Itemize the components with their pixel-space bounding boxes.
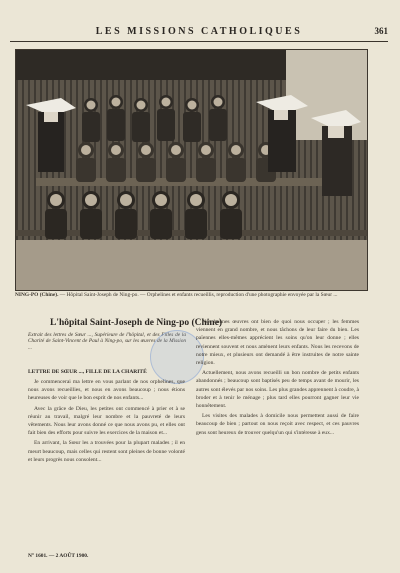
right-paragraph: Actuellement, nous avons recueilli un bon nombre de petits enfants abandonnés ; beaucoup sont baptisés peu de temps avant de mourir, les autres sont élevés par nos soins. Les plus grandes apprennent à coudre, à broder et à tenir le ménage ; plus tard elles pourront gagner leur vie honnêtement. xyxy=(196,370,359,410)
issue-footer: N° 1601. — 2 AOÛT 1900. xyxy=(28,553,89,559)
running-header xyxy=(10,26,388,40)
caption-place: NING-PO (Chine). xyxy=(15,292,59,298)
left-paragraph: Avec la grâce de Dieu, les petites ont commencé à prier et à se réunir au travail, malgré leur nombre et la pauvreté de leurs vêtements. Nous leur avons donné ce que nous avons pu, et elles ont fait bien des efforts pour suivre les exercices de la maison et... xyxy=(28,405,185,437)
letter-subtitle: LETTRE DE SŒUR ..., FILLE DE LA CHARITÉ xyxy=(28,369,147,375)
right-column xyxy=(196,318,359,439)
left-column xyxy=(28,378,185,466)
article-title: L'hôpital Saint-Joseph de Ning-po (Chine) xyxy=(50,318,223,328)
journal-title: LES MISSIONS CATHOLIQUES xyxy=(95,26,303,37)
page-number: 361 xyxy=(374,26,388,36)
article-intro: Extrait des lettres de Sœur ..., Supérieure de l'hôpital, et des Filles de la Charité de Saint-Vincent de Paul à Ning-po, sur les œuvres de la Mission ... xyxy=(28,332,186,351)
header-rule xyxy=(10,41,388,42)
left-paragraph: En arrivant, la Sœur les a trouvées pour la plupart malades ; il en meurt beaucoup, mais celles qui restent sont pleines de bonne volonté et leurs progrès nous consolent... xyxy=(28,440,185,463)
right-paragraph: Les visites des malades à domicile nous permettent aussi de faire beaucoup de bien ; partout on nous reçoit avec respect, et ces pauvres gens sont heureux de trouver quelqu'un qui s'intéresse à eux... xyxy=(196,413,359,436)
orphanage-photograph xyxy=(15,49,368,291)
caption-text: — Hôpital Saint-Joseph de Ning-po. — Orphelines et enfants recueillis, reproduction d'une photographie envoyée par la Sœur ... xyxy=(59,292,338,298)
left-paragraph: Je commencerai ma lettre en vous parlant de nos orphelines, que nous avons recueillies, et nous en avons beaucoup ; nous étions heureuses de voir que le bon esprit de nos enfants... xyxy=(28,379,185,402)
photo-caption xyxy=(15,292,366,299)
photo-illustration xyxy=(16,50,367,290)
right-paragraph: Nos bonnes œuvres ont bien de quoi nous occuper ; les femmes viennent en grand nombre, et nous tâchons de leur faire du bien. Les païennes elles-mêmes apprécient les soins qu'on leur donne ; elles reviennent souvent et nous amènent leurs enfants. Nous les recevons de notre mieux, et plusieurs ont demandé à être instruites de notre sainte religion. xyxy=(196,319,359,367)
